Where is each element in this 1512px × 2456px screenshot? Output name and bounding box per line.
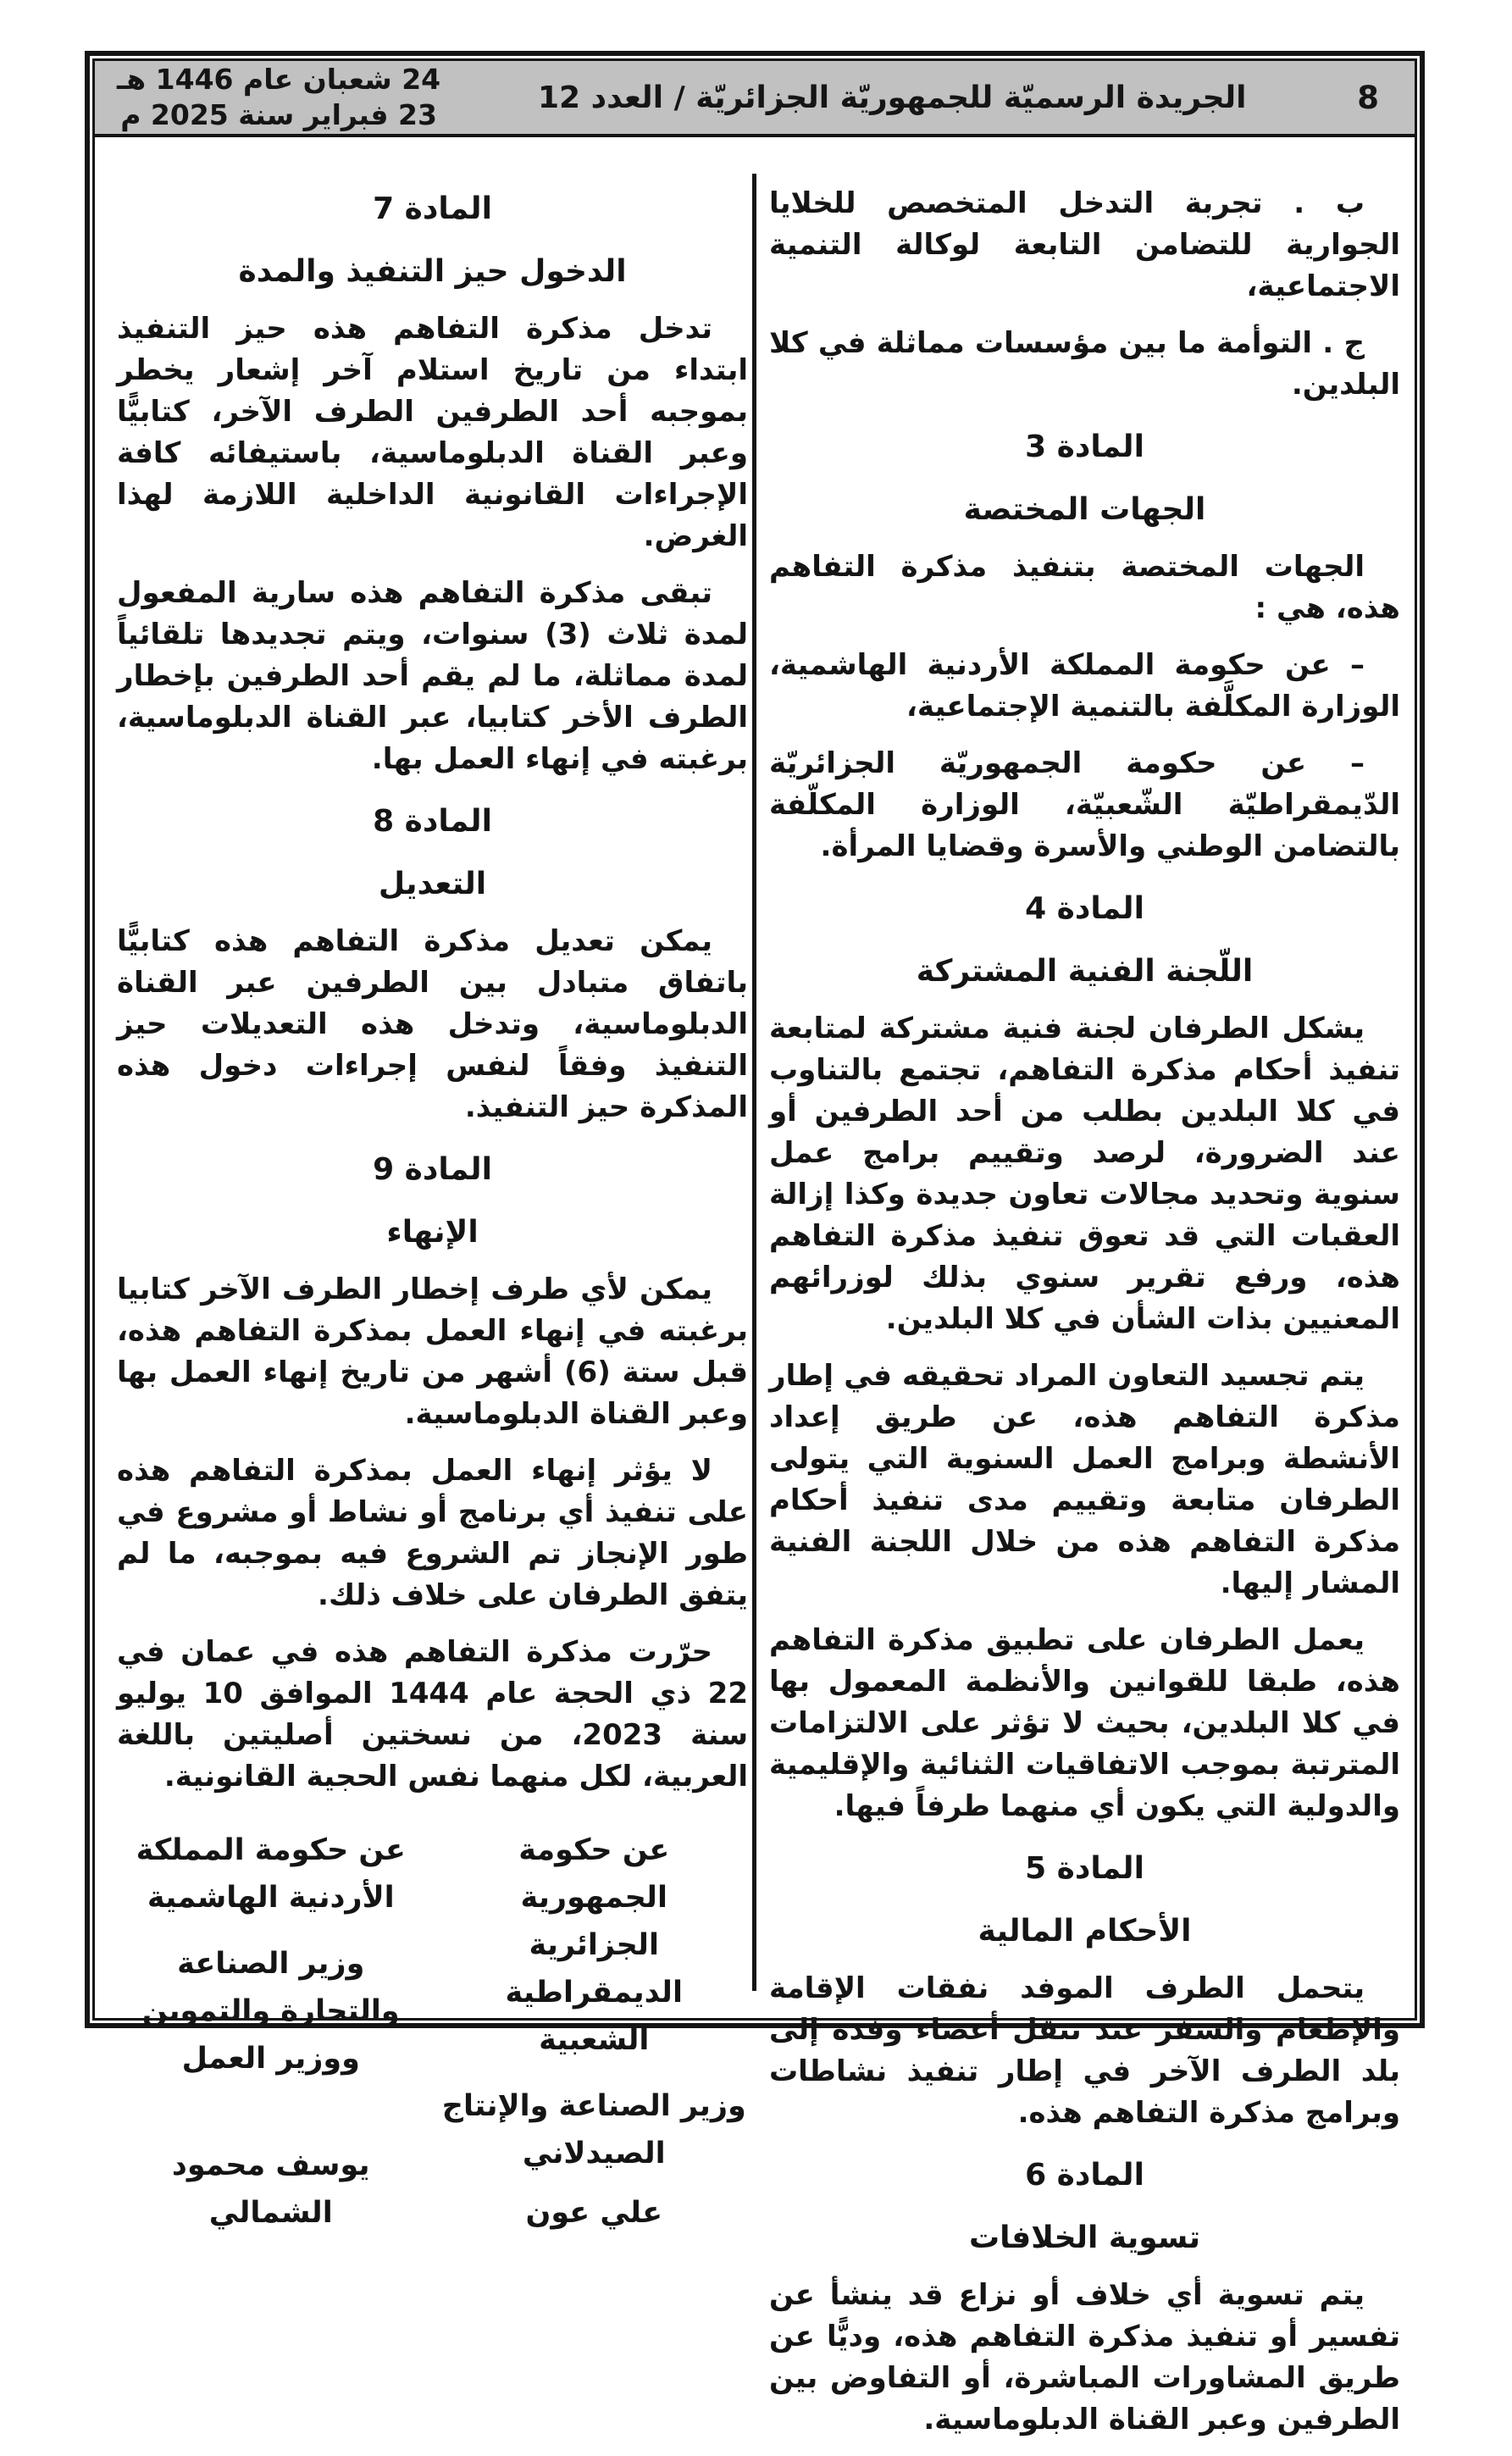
article-4-subtitle: اللّجنة الفنية المشتركة xyxy=(916,954,1254,989)
article-3-heading: المادة 3 xyxy=(1025,430,1144,464)
article-7-heading: المادة 7 xyxy=(373,191,492,226)
right-column xyxy=(769,168,1400,2456)
algeria-government-line-1: عن حكومة الجمهورية xyxy=(518,1833,670,1915)
gazette-title: الجريدة الرسميّة للجمهوريّة الجزائريّة / العدد 12 xyxy=(537,80,1247,115)
jordan-minister-line-3: ووزير العمل xyxy=(181,2042,360,2076)
jordan-minister-line-2: والتجارة والتموين xyxy=(141,1994,400,2028)
article-3-subtitle: الجهات المختصة xyxy=(963,492,1206,527)
jordan-government-line-1: عن حكومة المملكة xyxy=(136,1833,406,1867)
article-4-paragraph-2: يتم تجسيد التعاون المراد تحقيقه في إطار مذكرة التفاهم هذه، عن طريق إعداد الأنشطة وبرامج العمل السنوية التي يتولى الطرفان متابعة وتقييم مدى تنفيذ أحكام مذكرة التفاهم هذه من خلال اللجنة الفنية المشار إليها. xyxy=(769,1359,1400,1600)
article-7-subtitle: الدخول حيز التنفيذ والمدة xyxy=(238,254,627,289)
article-8-heading: المادة 8 xyxy=(373,804,492,839)
column-divider xyxy=(752,174,756,1991)
article-3-item-algeria: – عن حكومة الجمهوريّة الجزائريّة الدّيمقراطيّة الشّعبيّة، الوزارة المكلّفة بالتضامن الوطني والأسرة وقضايا المرأة. xyxy=(769,746,1400,863)
article-9-subtitle: الإنهاء xyxy=(386,1215,479,1250)
algeria-minister-line-1: وزير الصناعة والإنتاج xyxy=(441,2089,746,2123)
article-6-heading: المادة 6 xyxy=(1025,2158,1144,2193)
algeria-government-line-3: الشعبية xyxy=(539,2023,650,2057)
algeria-government-line-2: الجزائرية الديمقراطية xyxy=(505,1928,683,2010)
article-9-heading: المادة 9 xyxy=(373,1152,492,1187)
clause-item-b: ب . تجربة التدخل المتخصص للخلايا الجوارية للتضامن التابعة لوكالة التنمية الاجتماعية، xyxy=(769,186,1400,303)
signature-jordan xyxy=(117,1827,425,2237)
article-7-paragraph-1: تدخل مذكرة التفاهم هذه حيز التنفيذ ابتداء من تاريخ استلام آخر إشعار يخطر بموجبه أحد الطرفين الطرف الآخر، كتابيًّا وعبر القناة الدبلوماسية، باستيفائه كافة الإجراءات القانونية الداخلية اللازمة لهذا الغرض. xyxy=(117,312,748,553)
article-7-paragraph-2: تبقى مذكرة التفاهم هذه سارية المفعول لمدة ثلاث (3) سنوات، ويتم تجديدها تلقائياً لمدة مماثلة، ما لم يقم أحد الطرفين بإخطار الطرف الأخر كتابيا، عبر القناة الدبلوماسية، برغبته في إنهاء العمل بها. xyxy=(117,576,748,776)
article-9-paragraph-2: لا يؤثر إنهاء العمل بمذكرة التفاهم هذه على تنفيذ أي برنامج أو نشاط أو مشروع في طور الإنجاز تم الشروع فيه بموجبه، ما لم يتفق الطرفان على خلاف ذلك. xyxy=(117,1454,748,1612)
article-8-subtitle: التعديل xyxy=(378,867,487,901)
algeria-minister-line-2: الصيدلاني xyxy=(522,2137,666,2170)
article-6-paragraph: يتم تسوية أي خلاف أو نزاع قد ينشأ عن تفسير أو تنفيذ مذكرة التفاهم هذه، وديًّا عن طريق المشاورات المباشرة، أو التفاوض بين الطرفين وعبر القناة الدبلوماسية. xyxy=(769,2278,1400,2437)
signature-algeria xyxy=(440,1827,749,2237)
gregorian-date: 23 فبراير سنة 2025 م xyxy=(120,98,437,131)
jordan-minister-line-1: وزير الصناعة xyxy=(177,1947,365,1981)
article-5-paragraph: يتحمل الطرف الموفد نفقات الإقامة والإطعام والسفر عند تنقل أعضاء وفده إلى بلد الطرف الآخر في إطار تنفيذ نشاطات وبرامج مذكرة التفاهم هذه. xyxy=(769,1971,1400,2130)
jordan-signatory-name: يوسف محمود الشمالي xyxy=(171,2148,370,2230)
article-4-heading: المادة 4 xyxy=(1025,891,1144,926)
article-9-paragraph-1: يمكن لأي طرف إخطار الطرف الآخر كتابيا برغبته في إنهاء العمل بمذكرة التفاهم هذه، قبل ستة (6) أشهر من تاريخ إنهاء العمل بها وعبر القناة الدبلوماسية. xyxy=(117,1272,748,1431)
article-5-subtitle: الأحكام المالية xyxy=(978,1914,1192,1949)
clause-item-c: ج . التوأمة ما بين مؤسسات مماثلة في كلا البلدين. xyxy=(769,326,1400,402)
article-5-heading: المادة 5 xyxy=(1025,1851,1144,1886)
header-band xyxy=(95,61,1415,137)
jordan-minister-title xyxy=(117,1940,425,2082)
article-8-paragraph: يمكن تعديل مذكرة التفاهم هذه كتابيًّا باتفاق متبادل بين الطرفين عبر القناة الدبلوماسية، وتدخل هذه التعديلات حيز التنفيذ وفقاً لنفس إجراءات دخول هذه المذكرة حيز التنفيذ. xyxy=(117,924,748,1124)
article-3-paragraph: الجهات المختصة بتنفيذ مذكرة التفاهم هذه، هي : xyxy=(769,550,1400,625)
closing-paragraph: حرّرت مذكرة التفاهم هذه في عمان في 22 ذي الحجة عام 1444 الموافق 10 يوليو سنة 2023، من نسختين أصليتين باللغة العربية، لكل منهما نفس الحجية القانونية. xyxy=(117,1635,748,1793)
date-block xyxy=(95,62,462,133)
jordan-government-line-2: الأردنية الهاشمية xyxy=(147,1881,395,1915)
hijri-date: 24 شعبان عام 1446 هـ xyxy=(117,63,441,96)
article-4-paragraph-1: يشكل الطرفان لجنة فنية مشتركة لمتابعة تنفيذ أحكام مذكرة التفاهم، تجتمع بالتناوب في كلا البلدين بطلب من أحد الطرفين أو عند الضرورة، لرصد وتقييم برامج عمل سنوية وتحديد مجالات تعاون جديدة وكذا إزالة العقبات التي قد تعوق تنفيذ مذكرة التفاهم هذه، ورفع تقرير سنوي بذلك لوزرائهم المعنيين بذات الشأن في كلا البلدين. xyxy=(769,1012,1400,1336)
algeria-minister-title xyxy=(440,2082,749,2177)
left-column xyxy=(117,168,748,2237)
algeria-signatory-name: علي عون xyxy=(525,2196,663,2230)
page-number: 8 xyxy=(1357,79,1379,116)
signature-block xyxy=(117,1827,748,2237)
article-4-paragraph-3: يعمل الطرفان على تطبيق مذكرة التفاهم هذه، طبقا للقوانين والأنظمة المعمول بها في كلا البلدين، بحيث لا تؤثر على الالتزامات المترتبة بموجب الاتفاقيات الثنائية والإقليمية والدولية التي يكون أي منهما طرفاً فيها. xyxy=(769,1623,1400,1823)
article-6-subtitle: تسوية الخلافات xyxy=(968,2220,1200,2255)
article-3-item-jordan: – عن حكومة المملكة الأردنية الهاشمية، الوزارة المكلَّفة بالتنمية الإجتماعية، xyxy=(769,648,1400,723)
